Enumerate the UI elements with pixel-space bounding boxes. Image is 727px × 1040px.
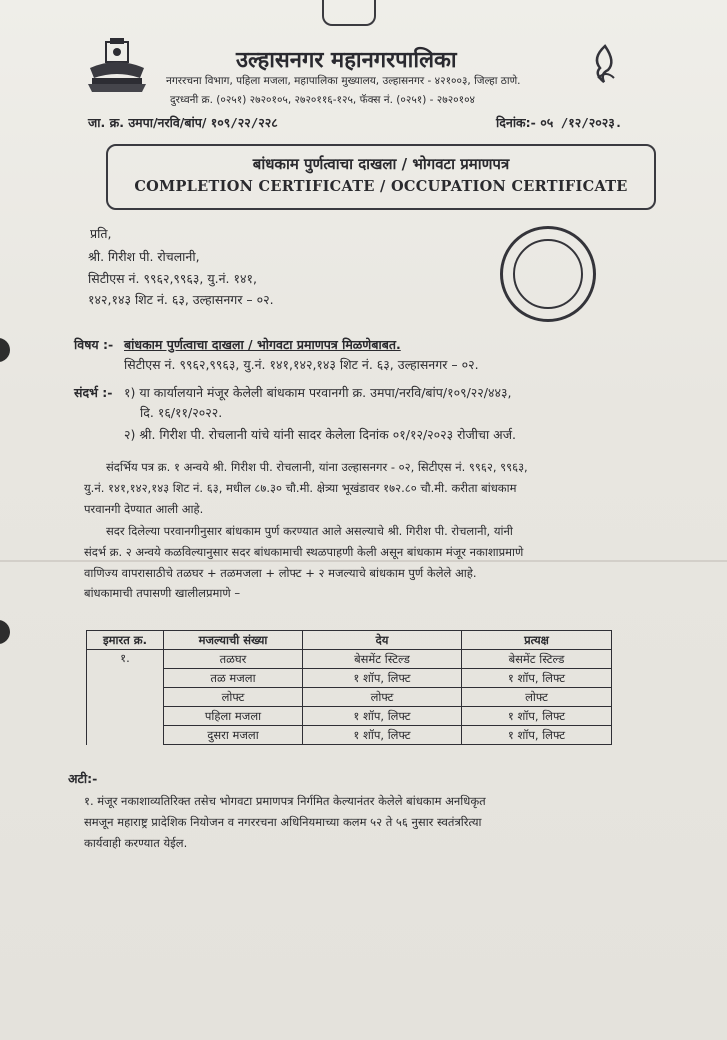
- recipient-prati: प्रति,: [90, 226, 112, 241]
- seal-inner-ring: [513, 239, 583, 309]
- paragraph-line: बांधकामाची तपासणी खालीलप्रमाणे –: [84, 586, 241, 600]
- building-number: १.: [87, 650, 164, 745]
- paper-fold: [0, 560, 727, 562]
- column-header: प्रत्यक्ष: [462, 631, 612, 650]
- recipient-name: श्री. गिरीश पी. रोचलानी,: [88, 249, 200, 264]
- subject-line: बांधकाम पुर्णत्वाचा दाखला / भोगवटा प्रमाणपत्र मिळणेबाबत.: [124, 337, 401, 352]
- date-label: दिनांक:-: [496, 115, 536, 130]
- due-cell: १ शॉप, लिफ्ट: [303, 707, 462, 726]
- top-stamp: [322, 0, 376, 26]
- subject-line: सिटीएस नं. ९९६२,९९६३, यु.नं. १४१,१४२,१४३ शिट नं. ६३, उल्हासनगर – ०२.: [124, 357, 479, 372]
- date-value: ०५ /१२/२०२३.: [540, 115, 623, 130]
- condition-line: समजून महाराष्ट्र प्रादेशिक नियोजन व नगररचना अधिनियमाच्या कलम ५२ ते ५६ नुसार स्वतंत्ररित्या: [84, 815, 482, 829]
- due-cell: लोफ्ट: [303, 688, 462, 707]
- reference-label: संदर्भ :-: [74, 385, 113, 400]
- column-header: देय: [303, 631, 462, 650]
- floor-cell: तळ मजला: [164, 669, 303, 688]
- table-row: [87, 688, 612, 707]
- due-cell: बेसमेंट स्टिल्ड: [303, 650, 462, 669]
- paragraph-line: यु.नं. १४१,१४२,१४३ शिट नं. ६३, मधील ८७.३० चौ.मी. क्षेत्र्या भूखंडावर १७२.८० चौ.मी. करीता बांधकाम: [84, 481, 517, 495]
- organization-name: उल्हासनगर महानगरपालिका: [236, 48, 457, 73]
- table-row: [87, 707, 612, 726]
- paragraph-line: वाणिज्य वापरासाठीचे तळघर + तळमजला + लोफ्ट + २ मजल्याचे बांधकाम पुर्ण केलेले आहे.: [84, 566, 477, 580]
- punch-hole: [0, 620, 10, 644]
- floor-cell: लोफ्ट: [164, 688, 303, 707]
- subject-label: विषय :-: [74, 337, 114, 352]
- due-cell: १ शॉप, लिफ्ट: [303, 669, 462, 688]
- floor-cell: दुसरा मजला: [164, 726, 303, 745]
- actual-cell: लोफ्ट: [462, 688, 612, 707]
- table-row: [87, 650, 612, 669]
- actual-cell: १ शॉप, लिफ्ट: [462, 669, 612, 688]
- column-header: मजल्याची संख्या: [164, 631, 303, 650]
- conditions-label: अटी:-: [68, 771, 98, 786]
- floor-cell: पहिला मजला: [164, 707, 303, 726]
- column-header: इमारत क्र.: [87, 631, 164, 650]
- recipient-address-line: १४२,१४३ शिट नं. ६३, उल्हासनगर – ०२.: [88, 292, 274, 307]
- inspection-table: [86, 630, 612, 745]
- certificate-title-box: [106, 144, 656, 210]
- actual-cell: बेसमेंट स्टिल्ड: [462, 650, 612, 669]
- reference-item: २) श्री. गिरीश पी. रोचलानी यांचे यांनी सादर केलेला दिनांक ०१/१२/२०२३ रोजीचा अर्ज.: [124, 427, 516, 442]
- office-seal: [500, 226, 596, 322]
- actual-cell: १ शॉप, लिफ्ट: [462, 707, 612, 726]
- department-address: नगररचना विभाग, पहिला मजला, महापालिका मुख्यालय, उल्हासनगर - ४२१००३, जिल्हा ठाणे.: [166, 75, 521, 87]
- actual-cell: १ शॉप, लिफ्ट: [462, 726, 612, 745]
- punch-hole: [0, 338, 10, 362]
- phone-fax: दुरध्वनी क्र. (०२५१) २७२०१०५, २७२०११६-१२५, फॅक्स नं. (०२५१) - २७२०१०४: [170, 94, 476, 106]
- reference-number-value: १०९/२२/२२८: [210, 115, 278, 130]
- issue-date: [496, 114, 622, 131]
- certificate-title-marathi: बांधकाम पुर्णत्वाचा दाखला / भोगवटा प्रमाणपत्र: [252, 155, 510, 173]
- flame-logo-icon: [590, 44, 620, 84]
- recipient-address-line: सिटीएस नं. ९९६२,९९६३, यु.नं. १४१,: [88, 271, 257, 286]
- paragraph-line: संदर्भिय पत्र क्र. १ अन्वये श्री. गिरीश पी. रोचलानी, यांना उल्हासनगर - ०२, सिटीएस नं. ९९६२, ९९६३,: [106, 460, 528, 474]
- table-row: [87, 669, 612, 688]
- table-header-row: [87, 631, 612, 650]
- table-row: [87, 726, 612, 745]
- reference-prefix: जा. क्र. उमपा/नरवि/बांप/: [88, 115, 207, 130]
- paragraph-line: सदर दिलेल्या परवानगीनुसार बांधकाम पुर्ण करण्यात आले असल्याचे श्री. गिरीश पी. रोचलानी, यांनी: [106, 524, 513, 538]
- due-cell: १ शॉप, लिफ्ट: [303, 726, 462, 745]
- paragraph-line: परवानगी देण्यात आली आहे.: [84, 502, 204, 516]
- condition-line: कार्यवाही करण्यात येईल.: [84, 836, 188, 850]
- reference-item: दि. १६/११/२०२२.: [140, 405, 223, 420]
- paragraph-line: संदर्भ क्र. २ अन्वये कळविल्यानुसार सदर बांधकामाची स्थळपाहणी केली असून बांधकाम मंजूर नकाशाप्रमाणे: [84, 545, 524, 559]
- reference-number: [88, 114, 278, 131]
- municipal-emblem-icon: [84, 38, 150, 92]
- reference-item: १) या कार्यालयाने मंजूर केलेली बांधकाम परवानगी क्र. उमपा/नरवि/बांप/१०९/२२/४४३,: [124, 385, 512, 400]
- certificate-title-english: COMPLETION CERTIFICATE / OCCUPATION CERTIFICATE: [134, 178, 628, 195]
- floor-cell: तळघर: [164, 650, 303, 669]
- condition-line: १. मंजूर नकाशाव्यतिरिक्त तसेच भोगवटा प्रमाणपत्र निर्गमित केल्यानंतर केलेले बांधकाम अनधिकृत: [84, 794, 486, 808]
